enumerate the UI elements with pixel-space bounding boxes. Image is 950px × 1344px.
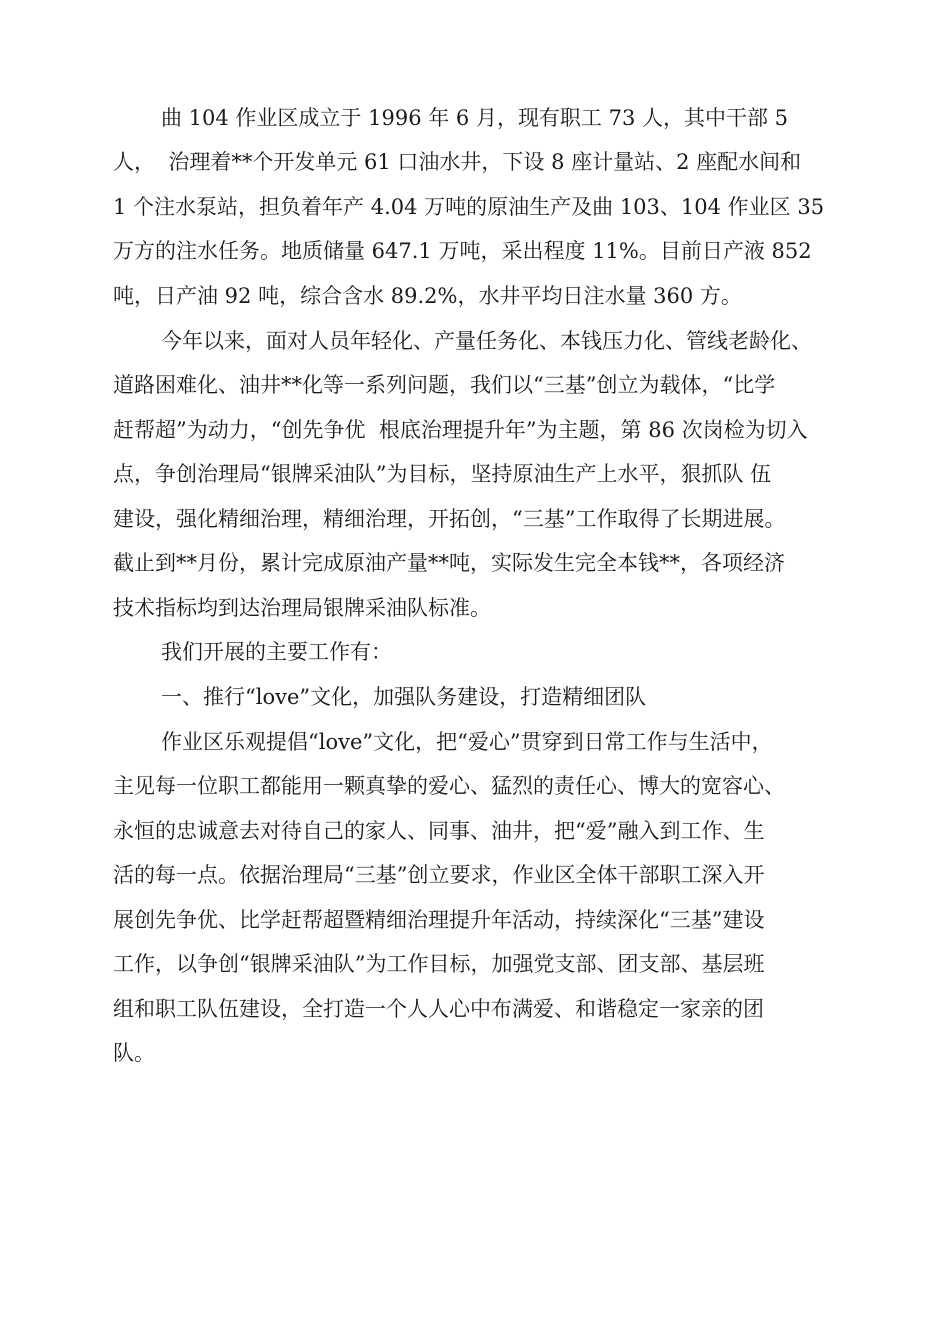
text-line: 活的每一点。依据治理局“三基”创立要求，作业区全体干部职工深入开 xyxy=(113,863,765,887)
text-line: 人， 治理着**个开发单元 61 口油水井，下设 8 座计量站、2 座配水间和 xyxy=(113,150,802,174)
text-line: 吨，日产油 92 吨，综合含水 89.2%，水井平均日注水量 360 方。 xyxy=(113,284,742,308)
text-line: 组和职工队伍建设，全打造一个人人心中布满爱、和谐稳定一家亲的团 xyxy=(113,997,764,1021)
text-line: 永恒的忠诚意去对待自己的家人、同事、油井，把“爱”融入到工作、生 xyxy=(113,819,765,843)
text-line: 万方的注水任务。地质储量 647.1 万吨，采出程度 11%。目前日产液 852 xyxy=(113,239,812,263)
text-line: 作业区乐观提倡“love”文化，把“爱心”贯穿到日常工作与生活中， xyxy=(161,730,773,754)
text-line: 今年以来，面对人员年轻化、产量任务化、本钱压力化、管线老龄化、 xyxy=(161,329,812,353)
text-line: 技术指标均到达治理局银牌采油队标准。 xyxy=(113,596,491,620)
text-line: 截止到**月份，累计完成原油产量**吨，实际发生完全本钱**，各项经济 xyxy=(113,551,785,575)
text-line: 建设，强化精细治理，精细治理，开拓创，“三基”工作取得了长期进展。 xyxy=(113,507,786,531)
text-line: 1 个注水泵站，担负着年产 4.04 万吨的原油生产及曲 103、104 作业区 35 xyxy=(113,195,825,219)
text-line: 展创先争优、比学赶帮超暨精细治理提升年活动，持续深化“三基”建设 xyxy=(113,908,765,932)
text-line: 道路困难化、油井**化等一系列问题，我们以“三基”创立为载体，“比学 xyxy=(113,373,776,397)
text-line: 我们开展的主要工作有： xyxy=(161,640,392,664)
text-line: 主见每一位职工都能用一颗真挚的爱心、猛烈的责任心、博大的宽容心、 xyxy=(113,774,785,798)
text-line: 工作，以争创“银牌采油队”为工作目标，加强党支部、团支部、基层班 xyxy=(113,952,765,976)
section-heading: 一、推行“love”文化，加强队务建设，打造精细团队 xyxy=(161,685,647,709)
text-line: 赶帮超”为动力，“创先争优 根底治理提升年”为主题，第 86 次岗检为切入 xyxy=(113,418,808,442)
text-line: 队。 xyxy=(113,1041,155,1065)
text-line: 点，争创治理局“银牌采油队”为目标，坚持原油生产上水平，狠抓队 伍 xyxy=(113,462,772,486)
text-line: 曲 104 作业区成立于 1996 年 6 月，现有职工 73 人，其中干部 5 xyxy=(161,106,789,130)
